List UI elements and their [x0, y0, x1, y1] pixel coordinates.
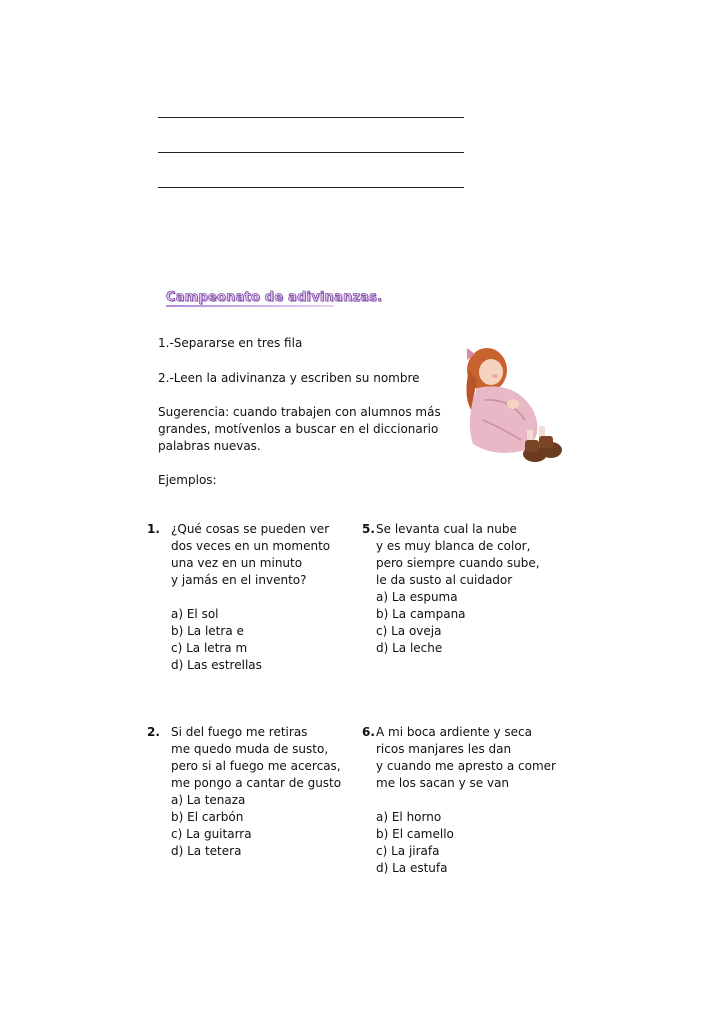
suggestion-line-1: Sugerencia: cuando trabajen con alumnos más — [158, 405, 441, 419]
riddle-option: c) La guitarra — [171, 827, 252, 841]
riddle-option: c) La jirafa — [376, 844, 440, 858]
riddle-line: me quedo muda de susto, — [171, 742, 329, 756]
title-underline — [166, 305, 334, 307]
riddle-line: me los sacan y se van — [376, 776, 510, 790]
riddle-line: Si del fuego me retiras — [171, 725, 308, 739]
riddle-option: c) La oveja — [376, 624, 442, 638]
examples-label: Ejemplos: — [158, 473, 217, 487]
riddle-option: d) La estufa — [376, 861, 448, 875]
riddle-number: 5. — [362, 522, 375, 536]
riddle-line: le da susto al cuidador — [376, 573, 513, 587]
riddle-option: b) El camello — [376, 827, 454, 841]
riddle-option: b) El carbón — [171, 810, 244, 824]
riddle-2 — [147, 724, 341, 860]
riddle-line: pero siempre cuando sube, — [376, 556, 540, 570]
riddle-line: y es muy blanca de color, — [376, 539, 531, 553]
riddle-option: a) El horno — [376, 810, 442, 824]
riddle-option: b) La campana — [376, 607, 466, 621]
suggestion-line-3: palabras nuevas. — [158, 439, 261, 453]
riddle-line: A mi boca ardiente y seca — [376, 725, 533, 739]
riddle-option: c) La letra m — [171, 641, 248, 655]
riddle-line: pero si al fuego me acercas, — [171, 759, 341, 773]
riddle-1 — [147, 521, 330, 674]
riddle-line: me pongo a cantar de gusto — [171, 776, 342, 790]
riddle-number: 2. — [147, 725, 160, 739]
riddle-option: d) Las estrellas — [171, 658, 262, 672]
riddle-number: 1. — [147, 522, 160, 536]
answer-line-3 — [158, 187, 464, 188]
riddle-6 — [362, 724, 556, 877]
riddle-option: a) La espuma — [376, 590, 458, 604]
answer-line-2 — [158, 152, 464, 153]
riddle-option: a) La tenaza — [171, 793, 246, 807]
riddle-line: ricos manjares les dan — [376, 742, 512, 756]
riddle-line: ¿Qué cosas se pueden ver — [171, 522, 330, 536]
answer-line-1 — [158, 117, 464, 118]
riddle-option: b) La letra e — [171, 624, 244, 638]
riddle-5 — [362, 521, 540, 657]
riddle-line — [362, 792, 556, 809]
riddle-line — [147, 589, 330, 606]
page-title: Campeonato de adivinanzas. — [166, 290, 383, 305]
riddle-option: d) La leche — [376, 641, 443, 655]
riddle-line: Se levanta cual la nube — [376, 522, 517, 536]
riddle-line: una vez en un minuto — [171, 556, 303, 570]
riddle-number: 6. — [362, 725, 375, 739]
riddle-line: y jamás en el invento? — [171, 573, 307, 587]
riddle-option: a) El sol — [171, 607, 219, 621]
riddle-option: d) La tetera — [171, 844, 242, 858]
girl-illustration — [455, 340, 565, 470]
riddle-line: dos veces en un momento — [171, 539, 331, 553]
suggestion-line-2: grandes, motívenlos a buscar en el diccionario — [158, 422, 439, 436]
instruction-2: 2.-Leen la adivinanza y escriben su nombre — [158, 371, 420, 385]
instruction-1: 1.-Separarse en tres fila — [158, 336, 303, 350]
riddle-line: y cuando me apresto a comer — [376, 759, 556, 773]
